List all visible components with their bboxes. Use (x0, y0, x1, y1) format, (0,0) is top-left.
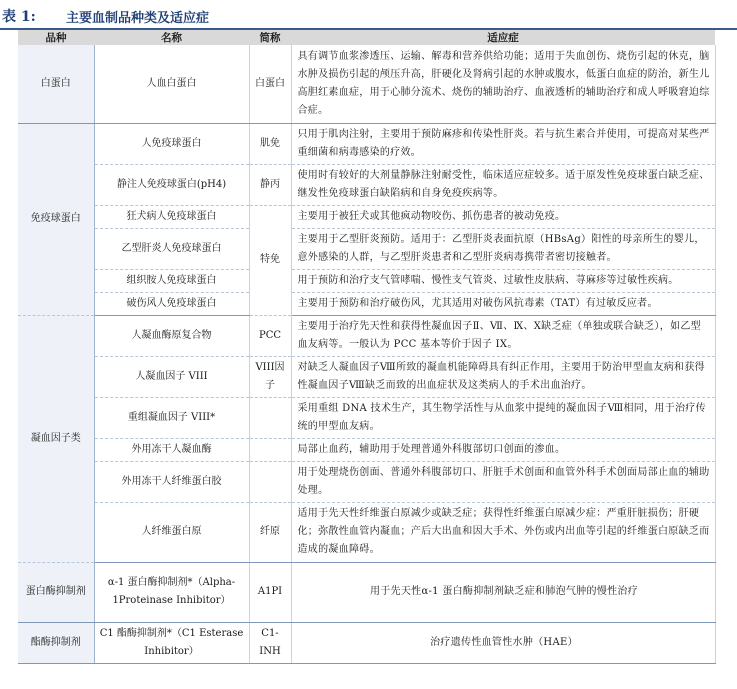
indication-cell: 用于先天性α-1 蛋白酶抑制剂缺乏症和肺泡气肿的慢性治疗 (291, 562, 715, 622)
indication-cell: 主要用于被狂犬或其他疯动物咬伤、抓伤患者的被动免疫。 (291, 205, 715, 228)
indication-cell: 用于处理烧伤创面、普通外科腹部切口、肝脏手术创面和血管外科手术创面局部止血的辅助处理。 (291, 461, 715, 502)
table-row (18, 315, 715, 356)
abbr-cell: A1PI (249, 562, 291, 622)
indication-cell: 使用时有较好的大剂量静脉注射耐受性，临床适应症较多。适于原发性免疫球蛋白缺乏症、继发性免疫球蛋白缺陷病和自身免疫疾病等。 (291, 164, 715, 205)
indication-cell: 适用于先天性纤维蛋白原减少或缺乏症；获得性纤维蛋白原减少症：严重肝脏损伤；肝硬化；弥散性血管内凝血；产后大出血和因大手术、外伤或内出血等引起的纤维蛋白原缺乏而造成的凝血障碍。 (291, 502, 715, 562)
table-row (18, 269, 715, 292)
indication-cell: 对缺乏人凝血因子Ⅷ所致的凝血机能障碍具有纠正作用，主要用于防治甲型血友病和获得性凝血因子Ⅷ缺乏而致的出血症状及这类病人的手术出血治疗。 (291, 356, 715, 397)
indication-cell: 治疗遗传性血管性水肿（HAE） (291, 622, 715, 663)
caption-label: 表 1: (2, 9, 36, 25)
category-cell: 凝血因子类 (18, 315, 94, 562)
table-row (18, 123, 715, 164)
header-abbr: 简称 (249, 30, 291, 45)
plasma-products-table (18, 30, 716, 664)
table-row (18, 205, 715, 228)
indication-cell: 具有调节血浆渗透压、运输、解毒和营养供给功能；适用于失血创伤、烧伤引起的休克，脑水肿及损伤引起的颅压升高，肝硬化及肾病引起的水肿或腹水，低蛋白血症的防治，新生儿高胆红素血症，用于心肺分流术、烧伤的辅助治疗、血液透析的辅助治疗和成人呼吸窘迫综合症。 (291, 45, 715, 123)
table-caption (0, 4, 737, 30)
name-cell: 外用冻干人凝血酶 (94, 438, 249, 461)
name-cell: 重组凝血因子 VIII* (94, 397, 249, 438)
table-row (18, 397, 715, 438)
header-indication: 适应症 (291, 30, 715, 45)
abbr-cell: C1-INH (249, 622, 291, 663)
name-cell: 人血白蛋白 (94, 45, 249, 123)
abbr-cell: 特免 (249, 205, 291, 315)
name-cell: 组织胺人免疫球蛋白 (94, 269, 249, 292)
name-cell: α-1 蛋白酶抑制剂*（Alpha-1Proteinase Inhibitor） (94, 562, 249, 622)
abbr-cell: 肌免 (249, 123, 291, 164)
abbr-cell: 纤原 (249, 502, 291, 562)
name-cell: 人纤维蛋白原 (94, 502, 249, 562)
abbr-cell (249, 438, 291, 461)
table-row (18, 292, 715, 315)
table-row (18, 438, 715, 461)
category-cell: 蛋白酶抑制剂 (18, 562, 94, 622)
indication-cell: 只用于肌肉注射，主要用于预防麻疹和传染性肝炎。若与抗生素合并使用，可提高对某些严重细菌和病毒感染的疗效。 (291, 123, 715, 164)
caption-text: 主要血制品种类及适应症 (66, 11, 210, 26)
abbr-cell (249, 397, 291, 438)
header-name: 名称 (94, 30, 249, 45)
header-row (18, 30, 715, 45)
indication-cell: 主要用于预防和治疗破伤风，尤其适用对破伤风抗毒素（TAT）有过敏反应者。 (291, 292, 715, 315)
abbr-cell: 静丙 (249, 164, 291, 205)
abbr-cell: PCC (249, 315, 291, 356)
name-cell: C1 酯酶抑制剂*（C1 Esterase Inhibitor） (94, 622, 249, 663)
name-cell: 乙型肝炎人免疫球蛋白 (94, 228, 249, 269)
indication-cell: 主要用于治疗先天性和获得性凝血因子Ⅱ、Ⅶ、Ⅸ、Ⅹ缺乏症（单独或联合缺乏），如乙型血友病等。一般认为 PCC 基本等价于因子 IX。 (291, 315, 715, 356)
header-category: 品种 (18, 30, 94, 45)
name-cell: 狂犬病人免疫球蛋白 (94, 205, 249, 228)
table-row (18, 502, 715, 562)
name-cell: 静注人免疫球蛋白(pH4) (94, 164, 249, 205)
category-cell: 免疫球蛋白 (18, 123, 94, 315)
table-row (18, 622, 715, 663)
table-row (18, 461, 715, 502)
name-cell: 破伤风人免疫球蛋白 (94, 292, 249, 315)
indication-cell: 主要用于乙型肝炎预防。适用于：乙型肝炎表面抗原（HBsAg）阳性的母亲所生的婴儿，意外感染的人群，与乙型肝炎患者和乙型肝炎病毒携带者密切接触者。 (291, 228, 715, 269)
indication-cell: 用于预防和治疗支气管哮喘、慢性支气管炎、过敏性皮肤病、荨麻疹等过敏性疾病。 (291, 269, 715, 292)
table-row (18, 228, 715, 269)
indication-cell: 采用重组 DNA 技术生产，其生物学活性与从血浆中提纯的凝血因子Ⅷ相同，用于治疗传统的甲型血友病。 (291, 397, 715, 438)
name-cell: 外用冻干人纤维蛋白胶 (94, 461, 249, 502)
name-cell: 人凝血因子 VIII (94, 356, 249, 397)
abbr-cell: VIII因子 (249, 356, 291, 397)
name-cell: 人免疫球蛋白 (94, 123, 249, 164)
table-row (18, 45, 715, 123)
indication-cell: 局部止血药，辅助用于处理普通外科腹部切口创面的渗血。 (291, 438, 715, 461)
name-cell: 人凝血酶原复合物 (94, 315, 249, 356)
category-cell: 白蛋白 (18, 45, 94, 123)
table-row (18, 164, 715, 205)
abbr-cell (249, 461, 291, 502)
category-cell: 酯酶抑制剂 (18, 622, 94, 663)
table-row (18, 562, 715, 622)
table-row (18, 356, 715, 397)
abbr-cell: 白蛋白 (249, 45, 291, 123)
